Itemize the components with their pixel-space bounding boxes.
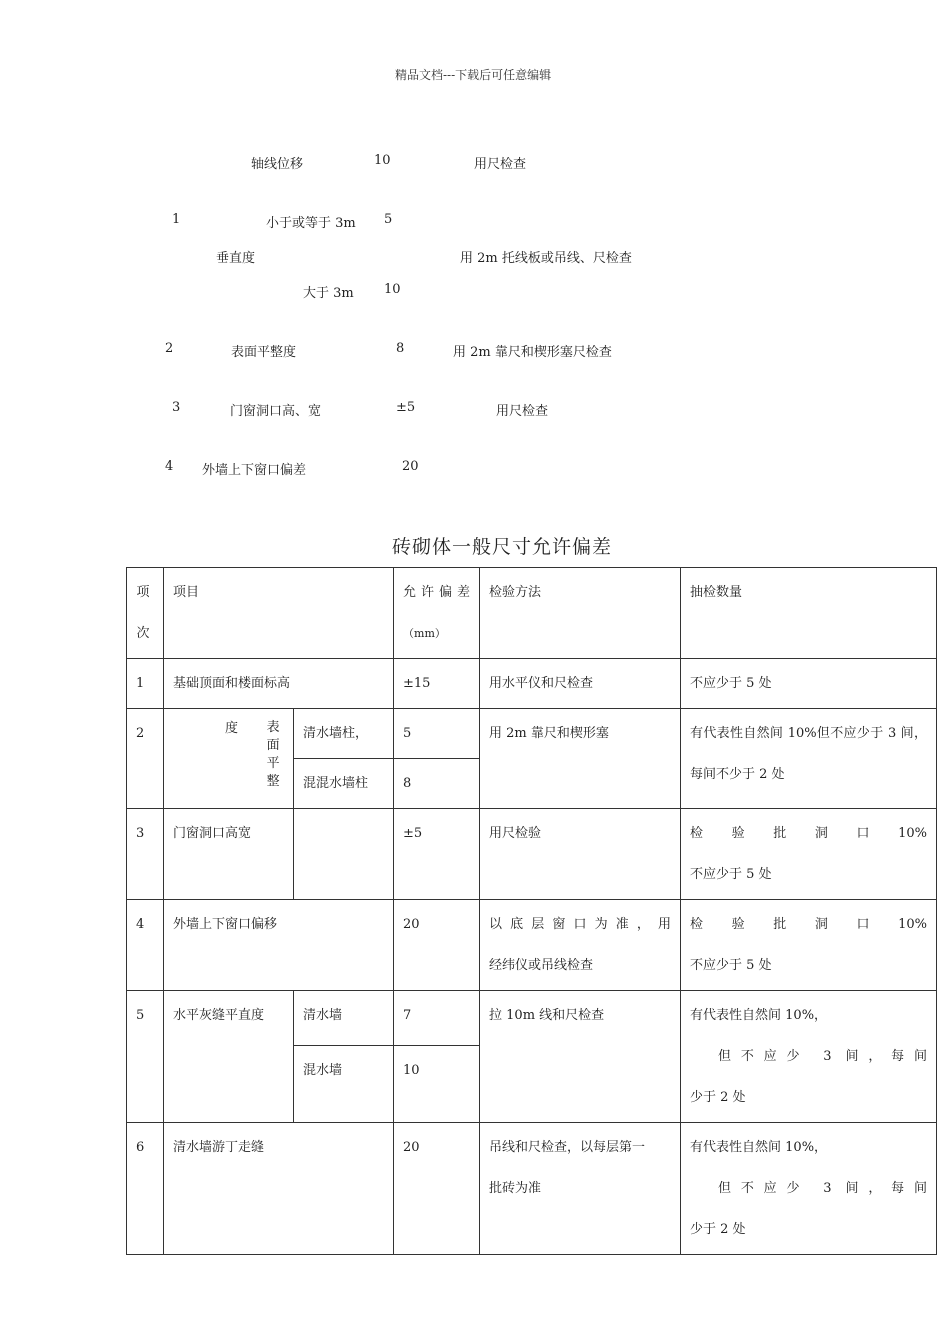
cell-item: 水平灰缝平直度 [164,991,294,1123]
cell-quantity: 有代表性自然间 10%， 但不应少 3 间，每间 少于 2 处 [681,991,937,1123]
list-item: 门窗洞口高、宽 [230,404,322,419]
page-header: 精品文档---下载后可任意编辑 [395,68,552,82]
cell-tolerance: 8 [394,759,480,809]
cell-no: 4 [127,900,164,991]
table-row [127,900,937,991]
list-value: 10 [374,153,391,168]
cell-empty [294,809,394,900]
header-tolerance: 允许偏差 （mm） [394,568,480,659]
list-item: 垂直度 [216,251,256,266]
list-sub-item: 小于或等于 3m [266,216,356,231]
cell-item: 门窗洞口高宽 [164,809,294,900]
table-row [127,991,937,1046]
cell-tolerance: 7 [394,991,480,1046]
list-number: 4 [165,459,174,474]
cell-tolerance: ±5 [394,809,480,900]
list-method: 用尺检查 [496,404,549,419]
table-title: 砖砌体一般尺寸允许偏差 [392,536,613,558]
cell-no: 3 [127,809,164,900]
cell-sub-item: 清水墙柱， [294,709,394,759]
cell-tolerance: 20 [394,1123,480,1255]
cell-method: 吊线和尺检查，以每层第一 批砖为准 [480,1123,681,1255]
list-value: 5 [384,212,393,227]
table-header-row [127,568,937,659]
list-item: 外墙上下窗口偏差 [202,463,307,478]
list-number: 1 [172,212,181,227]
cell-tolerance: 10 [394,1046,480,1123]
list-method: 用尺检查 [474,157,527,172]
cell-no: 6 [127,1123,164,1255]
cell-sub-item: 清水墙 [294,991,394,1046]
list-method: 用 2m 托线板或吊线、尺检查 [460,251,632,266]
cell-method: 以底层窗口为准，用 经纬仪或吊线检查 [480,900,681,991]
cell-sub-item: 混混水墙柱 [294,759,394,809]
cell-quantity: 有代表性自然间 10%， 但不应少 3 间，每间 少于 2 处 [681,1123,937,1255]
cell-item: 清水墙游丁走缝 [164,1123,394,1255]
cell-quantity: 检验批洞口10% 不应少于 5 处 [681,809,937,900]
table-row [127,1123,937,1255]
list-method: 用 2m 靠尺和楔形塞尺检查 [453,345,612,360]
list-value: 20 [402,459,419,474]
list-value: 10 [384,282,401,297]
list-value: 8 [396,341,405,356]
cell-method: 用尺检验 [480,809,681,900]
cell-tolerance: ±15 [394,659,480,709]
cell-item: 外墙上下窗口偏移 [164,900,394,991]
cell-item: 基础顶面和楼面标高 [164,659,394,709]
header-quantity: 抽检数量 [681,568,937,659]
cell-method: 用 2m 靠尺和楔形塞 [480,709,681,809]
header-no: 项次 [127,568,164,659]
list-number: 3 [172,400,181,415]
tolerance-table [126,567,937,1255]
cell-no: 2 [127,709,164,809]
list-sub-item: 大于 3m [303,286,354,301]
table-row [127,709,937,759]
header-item: 项目 [164,568,394,659]
table-row [127,659,937,709]
cell-no: 1 [127,659,164,709]
list-item: 表面平整度 [231,345,297,360]
list-value: ±5 [396,400,416,415]
cell-tolerance: 5 [394,709,480,759]
header-method: 检验方法 [480,568,681,659]
list-item: 轴线位移 [251,157,304,172]
cell-item: 度 表面平整 [164,709,294,809]
table-row [127,809,937,900]
cell-method: 拉 10m 线和尺检查 [480,991,681,1123]
cell-quantity: 检验批洞口10% 不应少于 5 处 [681,900,937,991]
cell-method: 用水平仪和尺检查 [480,659,681,709]
cell-no: 5 [127,991,164,1123]
cell-sub-item: 混水墙 [294,1046,394,1123]
cell-tolerance: 20 [394,900,480,991]
cell-quantity: 有代表性自然间 10%但不应少于 3 间，每间不少于 2 处 [681,709,937,809]
cell-quantity: 不应少于 5 处 [681,659,937,709]
list-number: 2 [165,341,174,356]
